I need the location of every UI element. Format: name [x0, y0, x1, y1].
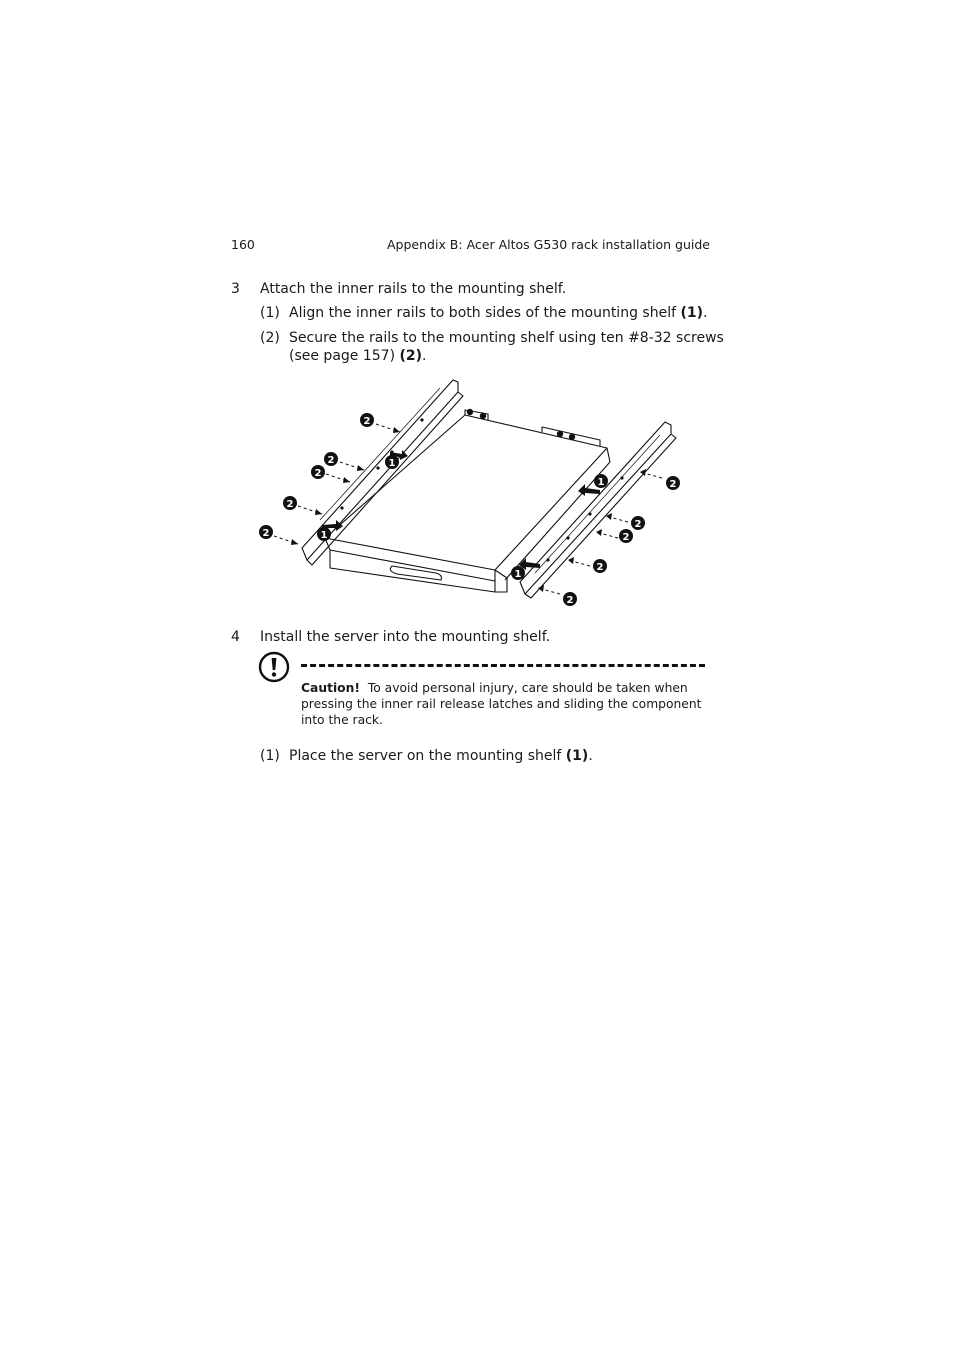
caution-line: pressing the inner rail release latches and sliding the component [301, 697, 702, 711]
substep-text: Secure the rails to the mounting shelf using ten #8-32 screws [289, 330, 724, 346]
caution-divider [301, 664, 705, 667]
substep-label: (1) [260, 748, 280, 764]
step-number: 4 [231, 629, 240, 645]
rail-installation-diagram [250, 370, 690, 615]
page-number: 160 [231, 237, 255, 252]
svg-text:1: 1 [597, 477, 605, 488]
svg-text:1: 1 [388, 458, 396, 469]
substep-label: (2) [260, 330, 280, 346]
svg-text:2: 2 [286, 499, 294, 510]
substep-label: (1) [260, 305, 280, 321]
svg-text:1: 1 [514, 569, 522, 580]
svg-text:2: 2 [622, 532, 630, 543]
svg-text:2: 2 [566, 595, 574, 606]
svg-text:2: 2 [327, 455, 335, 466]
exclamation-circle-icon [258, 651, 290, 683]
svg-text:2: 2 [669, 479, 677, 490]
step-number: 3 [231, 281, 240, 297]
caution-line: into the rack. [301, 713, 383, 727]
svg-text:2: 2 [634, 519, 642, 530]
running-header: Appendix B: Acer Altos G530 rack installation guide [387, 237, 710, 252]
substep-text: Align the inner rails to both sides of the mounting shelf (1). [289, 305, 708, 321]
step-text: Install the server into the mounting shelf. [260, 629, 551, 645]
svg-text:1: 1 [320, 530, 328, 541]
svg-text:2: 2 [363, 416, 371, 427]
svg-text:2: 2 [596, 562, 604, 573]
svg-text:2: 2 [314, 468, 322, 479]
caution-line: Caution! To avoid personal injury, care should be taken when [301, 681, 688, 695]
step-text: Attach the inner rails to the mounting shelf. [260, 281, 567, 297]
svg-text:2: 2 [262, 528, 270, 539]
substep-text: Place the server on the mounting shelf (1). [289, 748, 593, 764]
substep-text-continued: (see page 157) (2). [289, 348, 427, 364]
